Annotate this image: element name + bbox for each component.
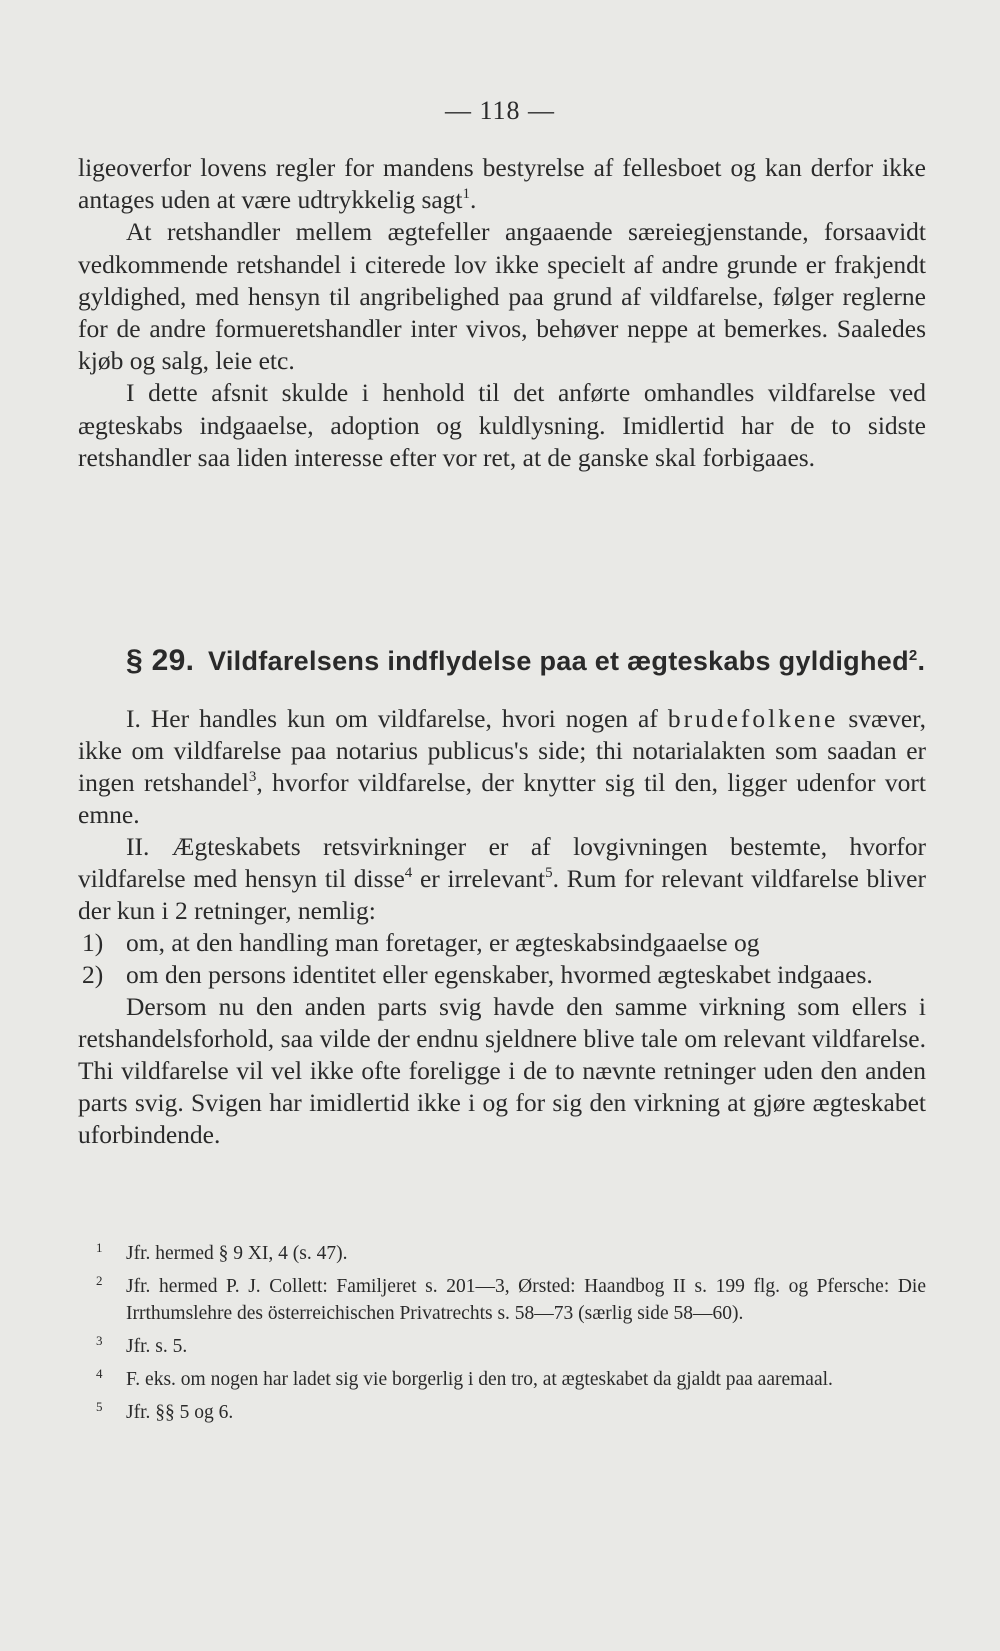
paragraph	[78, 703, 926, 831]
footnote-ref: 3	[248, 769, 257, 785]
footnote-mark: 3	[96, 1333, 103, 1348]
paragraph	[78, 831, 926, 927]
footnote-mark: 5	[96, 1399, 103, 1414]
section-symbol: § 29.	[126, 644, 195, 677]
footnote-text: F. eks. om nogen har ladet sig vie borgerlig i den tro, at ægteskabet da gjaldt paa aaremaal.	[126, 1369, 833, 1390]
paragraph-text: , hvorfor vildfarelse, der knytter sig til den, ligger udenfor vort emne.	[78, 768, 926, 829]
section-heading	[126, 644, 926, 678]
footnote	[96, 1399, 926, 1426]
paragraph: At retshandler mellem ægtefeller angaaende særeiegjenstande, forsaavidt vedkommende retshandel i citerede lov ikke specielt af andre grunde er frakjendt gyldighed, med hensyn til angribelighed paa grund af vildfarelse, følger reglerne for de andre formueretshandler inter vivos, behøver neppe at bemerkes. Saaledes kjøb og salg, leie etc.	[78, 217, 926, 376]
list-item	[78, 927, 926, 959]
footnote-text: Jfr. hermed P. J. Collett: Familjeret s. 201—3, Ørsted: Haandbog II s. 199 flg. og Pfersche: Die Irrthumslehre des österreichischen Privatrechts s. 58—73 (særlig side 58—60).	[126, 1276, 926, 1324]
footnote-ref: 1	[462, 186, 471, 203]
list-number: 2)	[82, 960, 104, 989]
footnote-ref: 2	[908, 647, 918, 664]
footnote-mark: 1	[96, 1240, 103, 1255]
footnote-ref: 5	[545, 865, 553, 881]
footnote-text: Jfr. §§ 5 og 6.	[126, 1402, 234, 1423]
emphasized-text: brudefolkene	[667, 704, 839, 733]
footnote	[96, 1273, 926, 1327]
footnote	[96, 1366, 926, 1393]
paragraph-text: er irrelevant	[412, 864, 546, 893]
footnote-mark: 4	[96, 1366, 103, 1381]
list-text: om, at den handling man foretager, er ægteskabsindgaaelse og	[126, 928, 760, 957]
list-number: 1)	[82, 928, 104, 957]
list-item	[78, 959, 926, 991]
footnote-ref: 4	[404, 865, 413, 881]
footnotes	[96, 1240, 926, 1432]
paragraph-text: II. Ægteskabets retsvirkninger er af lovgivningen bestemte, hvorfor vildfarelse med hensyn til disse	[78, 832, 926, 893]
section-body	[78, 703, 926, 1151]
paragraph: Dersom nu den anden parts svig havde den samme virkning som ellers i retshandelsforhold, saa vilde der endnu sjeldnere blive tale om relevant vildfarelse. Thi vildfarelse vil vel ikke ofte foreligge i de to nævnte retninger uden den anden parts svig. Svigen har imidlertid ikke i og for sig den virkning at gjøre ægteskabet uforbindende.	[78, 992, 926, 1149]
footnote-text: Jfr. s. 5.	[126, 1336, 188, 1357]
paragraph-text: ligeoverfor lovens regler for mandens bestyrelse af fellesboet og kan derfor ikke antages uden at være udtrykkelig sagt	[78, 153, 926, 215]
paragraph	[78, 152, 926, 216]
footnote-text: Jfr. hermed § 9 XI, 4 (s. 47).	[126, 1243, 348, 1264]
footnote	[96, 1240, 926, 1267]
paragraph: I dette afsnit skulde i henhold til det anførte omhandles vildfarelse ved ægteskabs indgaaelse, adoption og kuldlysning. Imidlertid har de to sidste retshandler saa liden interesse efter vor ret, at de ganske skal forbigaaes.	[78, 378, 926, 472]
paragraph-text: .	[470, 185, 477, 215]
section-title: Vildfarelsens indflydelse paa et ægteskabs gyldighed	[208, 646, 909, 676]
section-title-end: .	[917, 646, 926, 676]
paragraph-text: . Rum for relevant vildfarelse bliver der kun i 2 retninger, nemlig:	[78, 864, 926, 925]
footnote	[96, 1333, 926, 1360]
page-number: — 118 —	[444, 96, 556, 125]
paragraph-text: I. Her handles kun om vildfarelse, hvori nogen af	[126, 704, 668, 733]
list-text: om den persons identitet eller egenskaber, hvormed ægteskabet indgaaes.	[126, 960, 873, 989]
footnote-mark: 2	[96, 1273, 103, 1288]
body-text-top	[78, 152, 926, 474]
paragraph-text: svæver, ikke om vildfarelse paa notarius publicus's side; thi notarialakten som saadan er ingen retshandel	[78, 704, 926, 797]
